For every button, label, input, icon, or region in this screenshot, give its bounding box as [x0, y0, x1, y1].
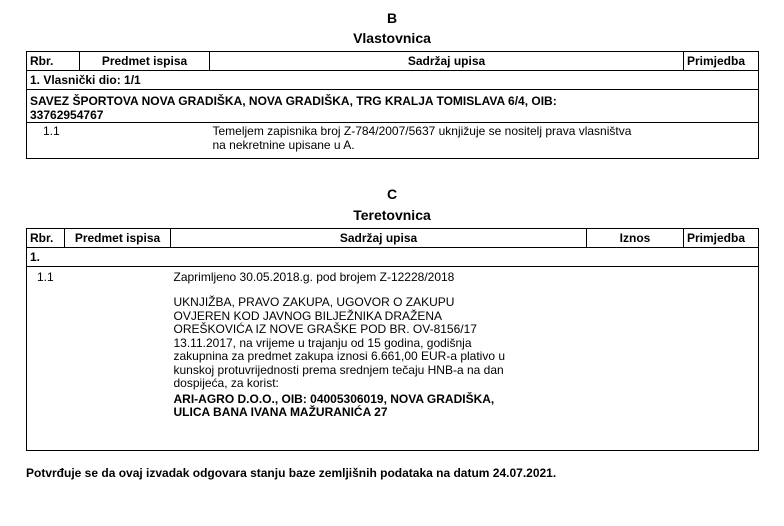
beneficiary-line-1: ARI-AGRO D.O.O., OIB: 04005306019, NOVA GRADIŠKA,: [173, 391, 495, 406]
owner-cell: [27, 90, 759, 123]
section-b-letter: B: [386, 10, 398, 26]
entry-line-2: na nekretnine upisane u A.: [212, 138, 355, 152]
entry-received: Zaprimljeno 30.05.2018.g. pod brojem Z-12228/2018: [173, 270, 455, 284]
encumbrance-table: [26, 228, 759, 451]
encumbrance-entry-row: [27, 267, 759, 451]
ownership-header-row: [27, 52, 759, 71]
entry-content: [171, 267, 759, 451]
col-primjedba: Primjedba: [684, 229, 759, 248]
description-line: zakupnina za predmet zakupa iznosi 6.661,00 EUR-a plativo u: [173, 349, 506, 363]
entry-description: [174, 296, 756, 391]
entry-line-1: Temeljem zapisnika broj Z-784/2007/5637 uknjižuje se nositelj prava vlasništva: [212, 124, 632, 138]
section-c-letter: C: [386, 186, 398, 202]
owner-name-line: SAVEZ ŠPORTOVA NOVA GRADIŠKA, NOVA GRADIŠKA, TRG KRALJA TOMISLAVA 6/4, OIB:: [30, 94, 557, 108]
section-c-title: Teretovnica: [353, 207, 431, 223]
share-text: 1. Vlasnički dio: 1/1: [27, 71, 759, 90]
description-line: OREŠKOVIĆA IZ NOVE GRAŠKE POD BR. OV-8156/17: [173, 322, 477, 336]
section-b-title: Vlastovnica: [353, 30, 431, 46]
col-predmet: Predmet ispisa: [80, 52, 210, 71]
col-primjedba: Primjedba: [684, 52, 759, 71]
col-iznos: Iznos: [587, 229, 684, 248]
encumbrance-group-row: [27, 248, 759, 267]
col-rbr: Rbr.: [27, 229, 65, 248]
entry-content: [210, 123, 759, 159]
encumbrance-header-row: [27, 229, 759, 248]
certification-footer: Potvrđuje se da ovaj izvadak odgovara stanju baze zemljišnih podataka na datum 24.07.2021.: [26, 466, 557, 480]
entry-rbr: 1.1: [27, 267, 171, 451]
group-label: 1.: [27, 248, 759, 267]
description-line: kunskoj protuvrijednosti prema srednjem tečaju HNB-a na dan: [173, 362, 504, 377]
entry-beneficiary: [174, 393, 756, 420]
col-sadrzaj: Sadržaj upisa: [171, 229, 587, 248]
col-rbr: Rbr.: [27, 52, 80, 71]
description-line: 13.11.2017, na vrijeme u trajanju od 15 godina, godišnja: [173, 335, 472, 350]
description-line: dospijeća, za korist:: [173, 376, 279, 390]
description-line: UKNJIŽBA, PRAVO ZAKUPA, UGOVOR O ZAKUPU: [173, 295, 455, 309]
owner-row: [27, 90, 759, 123]
beneficiary-line-2: ULICA BANA IVANA MAŽURANIĆA 27: [173, 405, 388, 419]
ownership-table: [26, 51, 759, 159]
col-sadrzaj: Sadržaj upisa: [210, 52, 684, 71]
entry-rbr: 1.1: [27, 123, 210, 159]
ownership-entry-row: [27, 123, 759, 159]
owner-oib: 33762954767: [30, 108, 104, 122]
ownership-share-row: [27, 71, 759, 90]
description-line: OVJEREN KOD JAVNOG BILJEŽNIKA DRAŽENA: [173, 308, 442, 323]
col-predmet: Predmet ispisa: [65, 229, 171, 248]
